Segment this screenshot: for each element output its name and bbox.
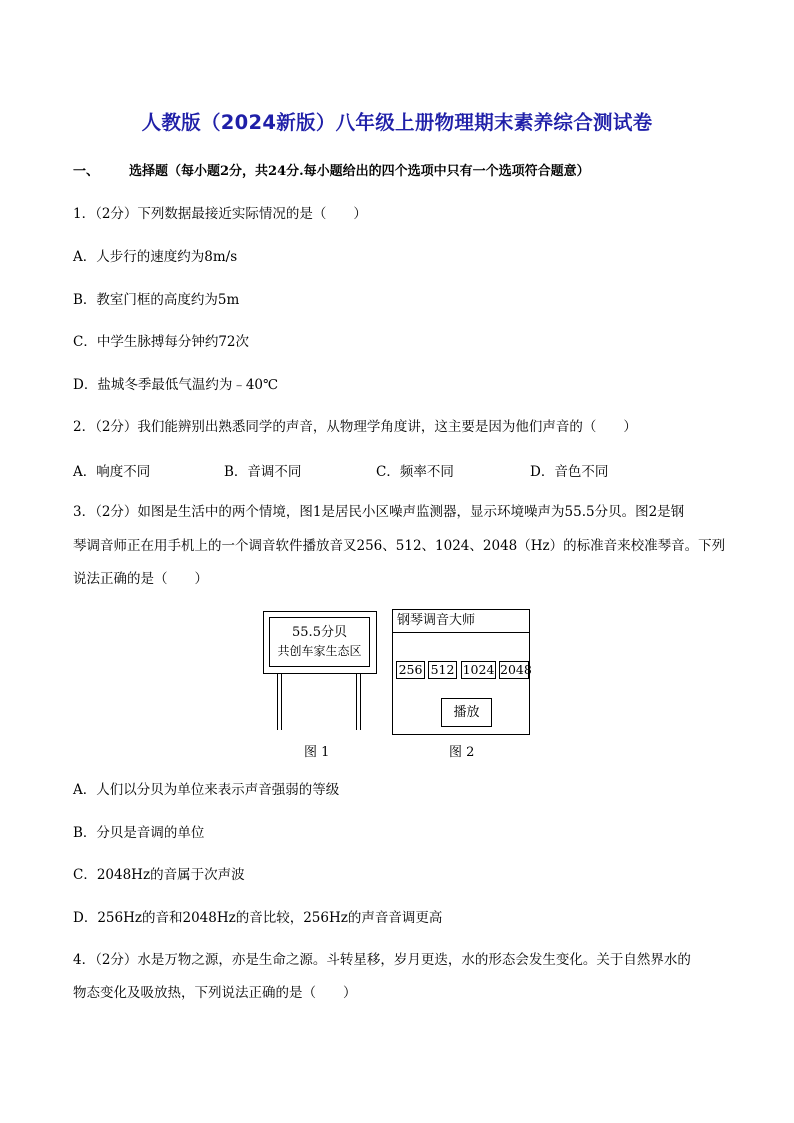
page-title: 人教版（2024新版）八年级上册物理期末素养综合测试卷 [141, 111, 653, 134]
q1-stem: 1．（2分）下列数据最接近实际情况的是（ ） [73, 206, 367, 222]
q2-option-a: A．响度不同 [73, 464, 151, 480]
q2-option-b: B．音调不同 [224, 464, 302, 480]
q3-option-c: C．2048Hz的音属于次声波 [73, 867, 245, 883]
monitor-board [263, 611, 377, 674]
q3-stem-line-3: 说法正确的是（ ） [73, 571, 208, 587]
noise-reading: 55.5分贝 [292, 625, 347, 640]
figure-2-tuning-app [392, 609, 530, 735]
q1-option-b: B．教室门框的高度约为5m [73, 292, 240, 308]
q1-option-d: D．盐城冬季最低气温约为﹣40℃ [73, 377, 279, 393]
freq-button-256: 256 [396, 661, 425, 679]
figure-1-caption: 图 1 [304, 745, 330, 760]
q3-option-b: B．分贝是音调的单位 [73, 825, 205, 841]
app-title: 钢琴调音大师 [393, 610, 529, 633]
q3-option-d: D．256Hz的音和2048Hz的音比较，256Hz的声音音调更高 [73, 910, 443, 926]
monitor-display [269, 617, 370, 667]
q4-stem-line-1: 4．（2分）水是万物之源，亦是生命之源。斗转星移，岁月更迭，水的形态会发生变化。关于自然界水的 [73, 952, 691, 968]
play-button: 播放 [441, 698, 492, 727]
freq-button-2048: 2048 [500, 662, 532, 677]
section-instructions: 选择题（每小题2分，共24分.每小题给出的四个选项中只有一个选项符合题意） [129, 164, 590, 179]
monitor-post-left [277, 674, 282, 730]
figure-1-noise-monitor [263, 611, 379, 731]
q2-stem: 2．（2分）我们能辨别出熟悉同学的声音，从物理学角度讲，这主要是因为他们声音的（ ） [73, 419, 637, 435]
q3-stem-line-2: 琴调音师正在用手机上的一个调音软件播放音叉256、512、1024、2048（Hz）的标准音来校准琴音。下列 [73, 538, 726, 554]
q1-option-c: C．中学生脉搏每分钟约72次 [73, 334, 250, 350]
q2-option-c: C．频率不同 [376, 464, 454, 480]
q4-stem-line-2: 物态变化及吸放热，下列说法正确的是（ ） [73, 985, 357, 1001]
monitor-post-right [356, 674, 361, 730]
freq-button-1024: 1024 [462, 662, 495, 677]
q3-stem-line-1: 3．（2分）如图是生活中的两个情境，图1是居民小区噪声监测器，显示环境噪声为55.5分贝。图2是钢 [73, 504, 685, 520]
q1-option-a: A．人步行的速度约为8m/s [73, 249, 238, 265]
q3-option-a: A．人们以分贝为单位来表示声音强弱的等级 [73, 782, 340, 798]
figure-2-caption: 图 2 [449, 745, 475, 760]
section-number: 一、 [73, 164, 100, 179]
monitor-slogan: 共创车家生态区 [277, 644, 362, 658]
freq-button-512: 512 [428, 661, 457, 679]
section-heading [73, 163, 590, 181]
q2-option-d: D．音色不同 [530, 464, 609, 480]
